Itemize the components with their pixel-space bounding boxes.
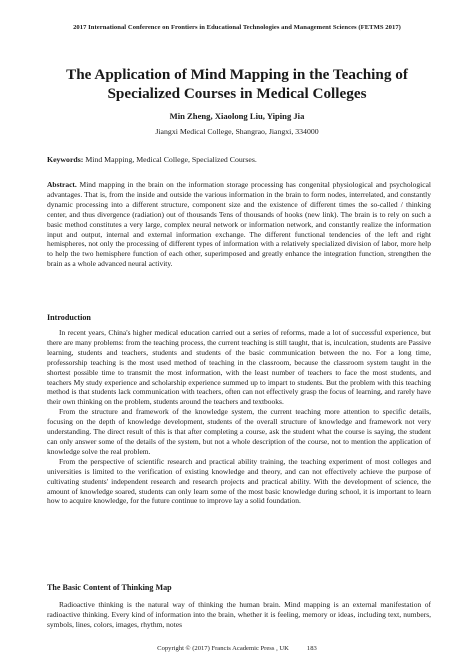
section-body-introduction	[47, 328, 431, 506]
paragraph: Radioactive thinking is the natural way of thinking the human brain. Mind mapping is an external manifestation of radioactive thinking. Every kind of information into the brain, whether it is feeling, memory or ideas, including text, numbers, symbols, lines, colors, images, rhythm, notes	[47, 600, 431, 629]
section-heading-thinking-map: The Basic Content of Thinking Map	[47, 583, 172, 592]
page-footer	[0, 645, 474, 652]
paragraph: In recent years, China's higher medical education carried out a series of reforms, made a lot of successful experience, but there are many problems: from the teaching process, the current teaching is still taught, that is, inculcation, students are Passive learning, students and teachers, students and students of the basic communication between the no. For a long time, professorship teaching is the most used method of teaching in the classroom, because the classroom system taught in the shortest possible time to transmit the most information, with the least number of teachers to face the most students, and teachers My study experience and scholarship experience summed up to impart to students. But the problem with this teaching method is that students lack communication with teachers, often can not effectively grasp the focus of learning, and rarely have their own thinking on the problem, students around the teachers and textbooks.	[47, 328, 431, 407]
section-body-thinking-map	[47, 600, 431, 630]
keywords-line	[47, 155, 431, 164]
keywords-text: Mind Mapping, Medical College, Specialized Courses.	[83, 155, 257, 164]
author-list: Min Zheng, Xiaolong Liu, Yiping Jia	[169, 111, 305, 121]
abstract-text: Mind mapping in the brain on the information storage processing has congenital physiological and psychological advantages. That is, from the inside and outside the various information in the brain to form nodes, interrelated, and constantly dynamic processing into a different structure, component size and the existence of different times the so-called / thinking center, and thus divergence (radiation) out of thousands Tens of thousands of hooks (new link). The brain is to rely on such a basic method constitutes a very large, complex neural network or information network, and constantly realize the information input and output, internal and external information exchange. The different functional tendencies of the left and right hemispheres, not only the processing of different types of information with a relatively specialized division of labor, more help to help the two hemisphere function of each other, superimposed and greatly enhance the integration function, strengthen the brain as a whole advanced neural activity.	[47, 180, 431, 269]
copyright-notice: Copyright © (2017) Francis Academic Press , UK	[157, 645, 289, 652]
paragraph: From the perspective of scientific research and practical ability training, the teaching experiment of most colleges and universities is limited to the verification of existing knowledge and theory, and can not effectively achieve the purpose of cultivating students' independent research and research projects and practical ability. With the development of science, the amount of knowledge soared, students can only learn some of the most basic knowledge during school, it is important to learn how to acquire knowledge, for the future continue to improve lay a solid foundation.	[47, 456, 431, 506]
author-affiliation: Jiangxi Medical College, Shangrao, Jiangxi, 334000	[155, 127, 319, 136]
section-heading-introduction: Introduction	[47, 313, 91, 322]
abstract-block	[47, 180, 431, 269]
conference-header: 2017 International Conference on Frontiers in Educational Technologies and Management Sciences (FETMS 2017)	[73, 24, 401, 31]
page-number: 183	[306, 645, 317, 652]
paragraph: From the structure and framework of the knowledge system, the current teaching more attention to specific details, focusing on the depth of knowledge development, students of the overall structure of knowledge and framework not very understanding. The direct result of this is that after completing a course, ask the student what the course is saying, the student can only answer some of the details of the system, but not a whole description of the course, not to mention the application of knowledge solve the real problem.	[47, 407, 431, 456]
keywords-label: Keywords:	[47, 155, 84, 164]
abstract-label: Abstract.	[47, 180, 77, 189]
paper-title: The Application of Mind Mapping in the Teaching of Specialized Courses in Medical Colleges	[66, 66, 408, 102]
